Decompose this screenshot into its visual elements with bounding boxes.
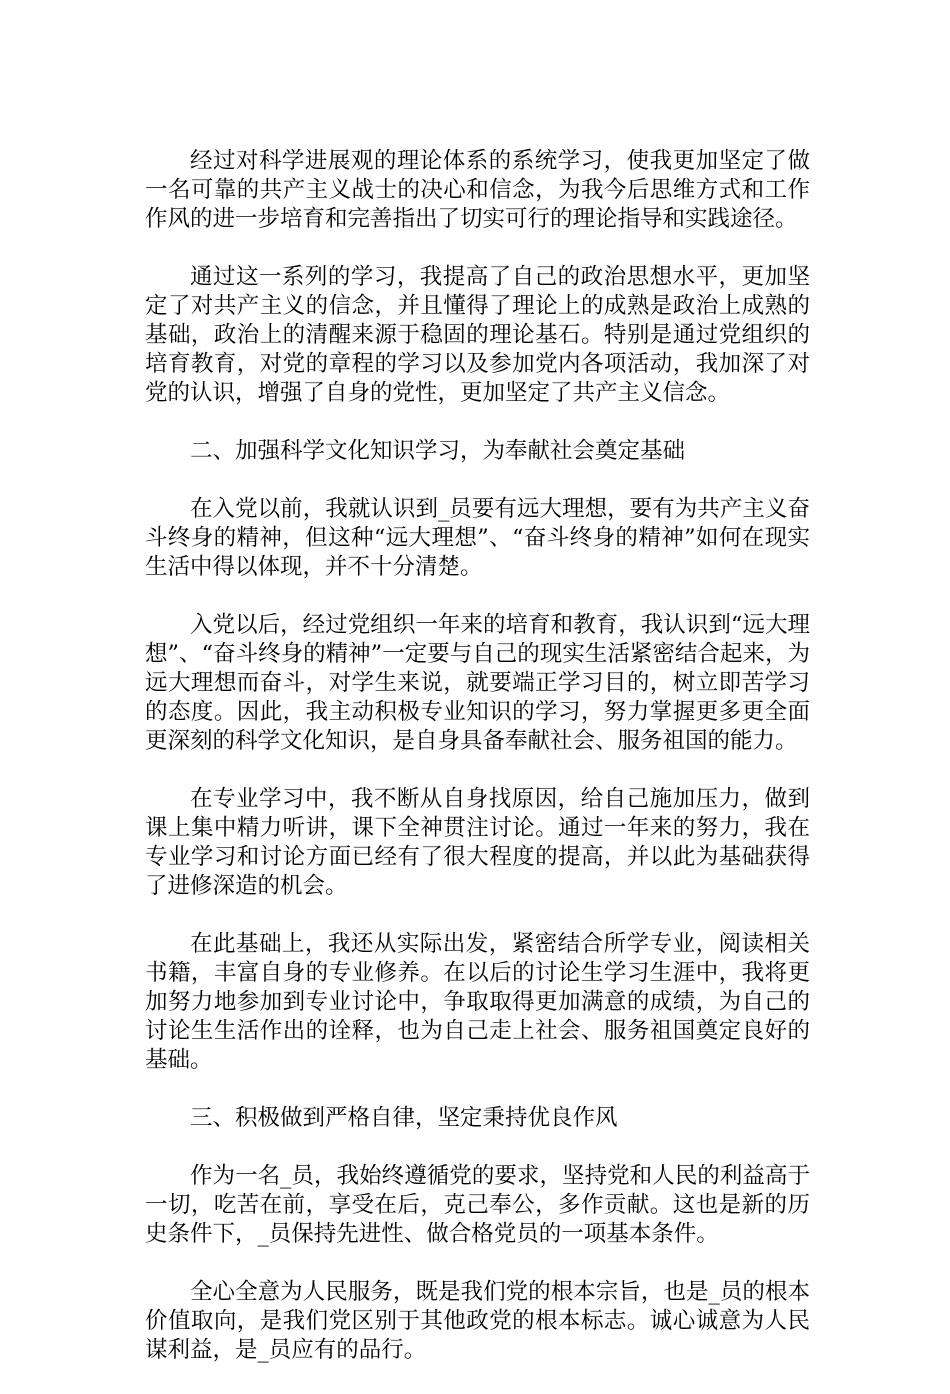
section-heading: 二、加强科学文化知识学习，为奉献社会奠定基础 [190, 438, 686, 464]
paragraph: 全心全意为人民服务，既是我们党的根本宗旨，也是_员的根本价值取向，是我们党区别于其他政党的根本标志。诚心诚意为人民谋利益，是_员应有的品行。 [145, 1279, 810, 1363]
paragraph: 经过对科学进展观的理论体系的系统学习，使我更加坚定了做一名可靠的共产主义战士的决心和信念，为我今后思维方式和工作作风的进一步培育和完善指出了切实可行的理论指导和实践途径。 [145, 148, 810, 232]
document-body [145, 147, 810, 1394]
paragraph: 入党以后，经过党组织一年来的培育和教育，我认识到“远大理想”、“奋斗终身的精神”一定要与自己的现实生活紧密结合起来，为远大理想而奋斗，对学生来说，就要端正学习目的，树立即苦学习的态度。因此，我主动积极专业知识的学习，努力掌握更多更全面更深刻的科学文化知识，是自身具备奉献社会、服务祖国的能力。 [145, 612, 810, 754]
paragraph: 通过这一系列的学习，我提高了自己的政治思想水平，更加坚定了对共产主义的信念，并且懂得了理论上的成熟是政治上成熟的基础，政治上的清醒来源于稳固的理论基石。特别是通过党组织的培育教育，对党的章程的学习以及参加党内各项活动，我加深了对党的认识，增强了自身的党性，更加坚定了共产主义信念。 [145, 264, 810, 406]
paragraph: 在此基础上，我还从实际出发，紧密结合所学专业，阅读相关书籍，丰富自身的专业修养。在以后的讨论生学习生涯中，我将更加努力地参加到专业讨论中，争取取得更加满意的成绩，为自己的讨论生生活作出的诠释，也为自己走上社会、服务祖国奠定良好的基础。 [145, 931, 810, 1073]
paragraph: 作为一名_员，我始终遵循党的要求，坚持党和人民的利益高于一切，吃苦在前，享受在后，克己奉公，多作贡献。这也是新的历史条件下，_员保持先进性、做合格党员的一项基本条件。 [145, 1163, 810, 1247]
section-heading: 三、积极做到严格自律，坚定秉持优良作风 [190, 1105, 618, 1131]
paragraph: 在专业学习中，我不断从自身找原因，给自己施加压力，做到课上集中精力听讲，课下全神贯注讨论。通过一年来的努力，我在专业学习和讨论方面已经有了很大程度的提高，并以此为基础获得了进修深造的机会。 [145, 786, 810, 899]
paragraph: 在入党以前，我就认识到_员要有远大理想，要有为共产主义奋斗终身的精神，但这种“远大理想”、“奋斗终身的精神”如何在现实生活中得以体现，并不十分清楚。 [145, 496, 810, 580]
